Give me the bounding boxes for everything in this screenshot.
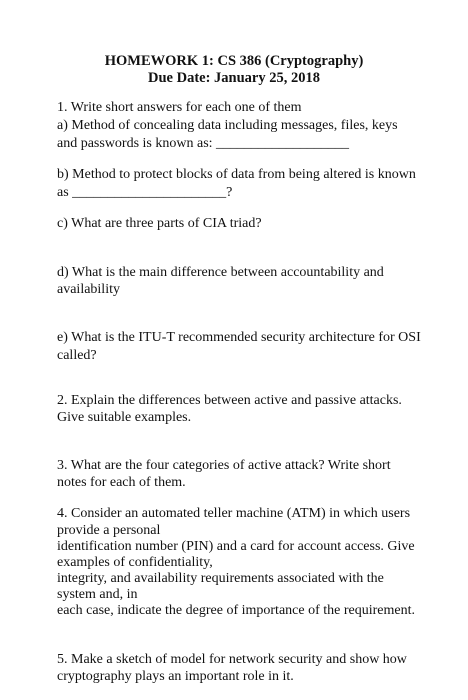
question-line: b) Method to protect blocks of data from being altered is known: [57, 167, 416, 182]
question-line: a) Method of concealing data including messages, files, keys: [57, 118, 398, 133]
question-line: availability: [57, 282, 120, 297]
due-date: Due Date: January 25, 2018: [148, 70, 320, 86]
question-line: and passwords is known as: ___________________: [57, 136, 350, 151]
question-line: called?: [57, 348, 97, 363]
question-line: cryptography plays an important role in it.: [57, 669, 294, 684]
question-line: as ______________________?: [57, 185, 233, 200]
question-line: c) What are three parts of CIA triad?: [57, 216, 262, 231]
question-line: 5. Make a sketch of model for network security and show how: [57, 652, 407, 667]
question-line: each case, indicate the degree of importance of the requirement.: [57, 603, 415, 618]
question-line: 2. Explain the differences between active and passive attacks.: [57, 393, 402, 408]
question-line: system and, in: [57, 587, 138, 602]
question-line: d) What is the main difference between accountability and: [57, 265, 384, 280]
question-line: Give suitable examples.: [57, 410, 192, 425]
question-line: notes for each of them.: [57, 475, 186, 490]
question-line: 1. Write short answers for each one of them: [57, 100, 302, 115]
question-line: 3. What are the four categories of active attack? Write short: [57, 458, 391, 473]
question-line: identification number (PIN) and a card for account access. Give: [57, 539, 415, 554]
question-line: e) What is the ITU-T recommended security architecture for OSI: [57, 330, 421, 345]
question-line: integrity, and availability requirements associated with the: [57, 571, 384, 586]
question-line: provide a personal: [57, 523, 161, 538]
page-title: HOMEWORK 1: CS 386 (Cryptography): [104, 53, 364, 69]
question-line: examples of confidentiality,: [57, 555, 213, 570]
question-line: 4. Consider an automated teller machine (ATM) in which users: [57, 506, 411, 521]
